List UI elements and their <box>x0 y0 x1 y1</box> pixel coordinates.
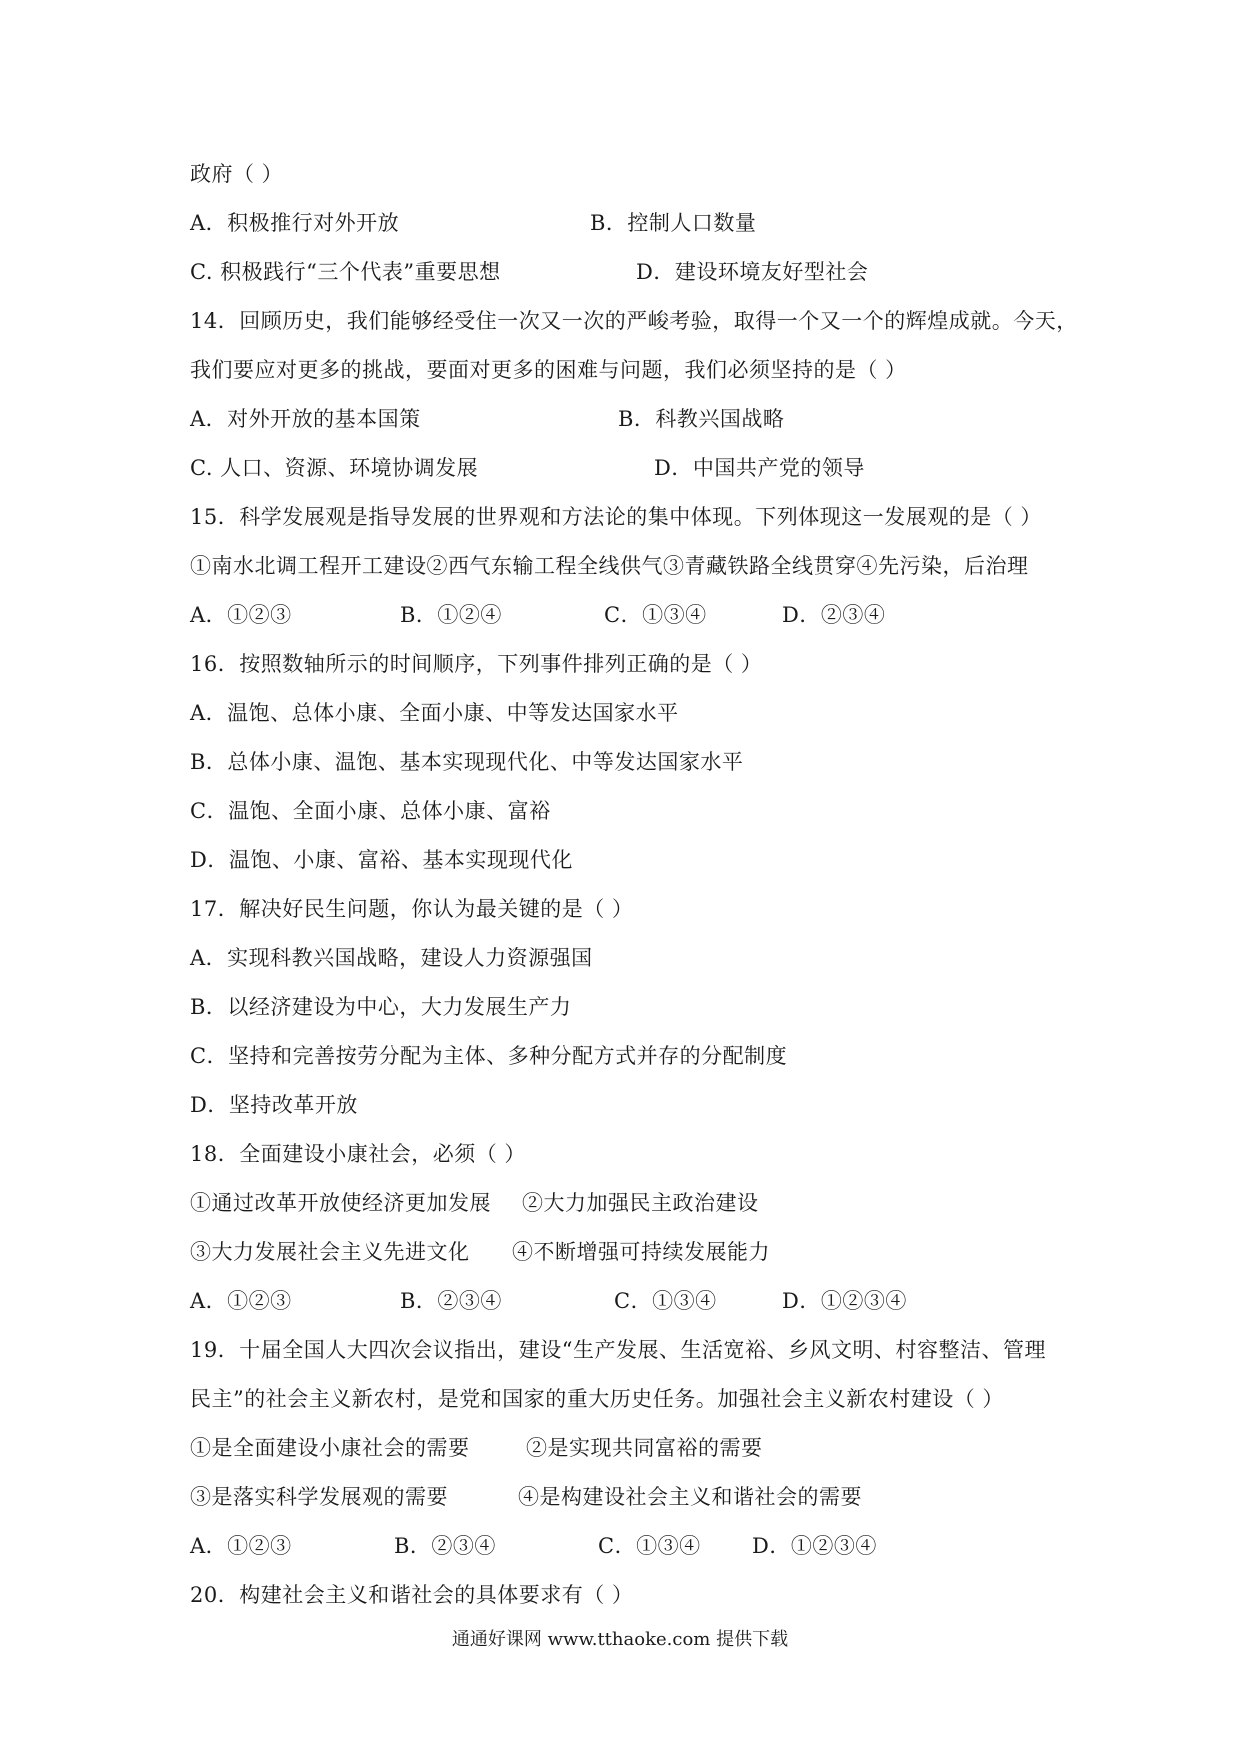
option-18-d: D．①②③④ <box>782 1289 907 1313</box>
option-18-a: A．①②③ <box>190 1289 292 1313</box>
question-19-item-2: ②是实现共同富裕的需要 <box>526 1436 763 1460</box>
option-13-d: D．建设环境友好型社会 <box>636 260 869 284</box>
option-15-a: A．①②③ <box>190 603 292 627</box>
option-13-c: C. 积极践行“三个代表”重要思想 <box>190 260 501 284</box>
page-footer: 通通好课网 www.tthaoke.com 提供下载 <box>451 1629 789 1650</box>
option-14-d: D．中国共产党的领导 <box>654 456 865 480</box>
question-18-item-2: ②大力加强民主政治建设 <box>522 1191 759 1215</box>
question-19-item-1: ①是全面建设小康社会的需要 <box>190 1436 470 1460</box>
question-15-stem: 15．科学发展观是指导发展的世界观和方法论的集中体现。下列体现这一发展观的是（ ） <box>190 505 1042 529</box>
option-16-b: B．总体小康、温饱、基本实现现代化、中等发达国家水平 <box>190 750 744 774</box>
question-18-item-3: ③大力发展社会主义先进文化 <box>190 1240 470 1264</box>
option-17-b: B．以经济建设为中心，大力发展生产力 <box>190 995 572 1019</box>
option-17-a: A．实现科教兴国战略，建设人力资源强国 <box>190 946 593 970</box>
option-19-a: A．①②③ <box>190 1534 292 1558</box>
option-13-a: A．积极推行对外开放 <box>190 211 400 235</box>
question-20-stem: 20．构建社会主义和谐社会的具体要求有（ ） <box>190 1583 634 1607</box>
question-15-items: ①南水北调工程开工建设②西气东输工程全线供气③青藏铁路全线贯穿④先污染，后治理 <box>190 554 1029 578</box>
option-14-c: C. 人口、资源、环境协调发展 <box>190 456 479 480</box>
question-16-stem: 16．按照数轴所示的时间顺序，下列事件排列正确的是（ ） <box>190 652 763 676</box>
question-14-line-1: 14．回顾历史，我们能够经受住一次又一次的严峻考验，取得一个又一个的辉煌成就。今天， <box>190 309 1078 333</box>
option-15-d: D．②③④ <box>782 603 886 627</box>
option-17-d: D．坚持改革开放 <box>190 1093 358 1117</box>
question-19-line-1: 19．十届全国人大四次会议指出，建设“生产发展、生活宽裕、乡风文明、村容整洁、管理 <box>190 1338 1046 1362</box>
question-19-item-3: ③是落实科学发展观的需要 <box>190 1485 448 1509</box>
option-17-c: C．坚持和完善按劳分配为主体、多种分配方式并存的分配制度 <box>190 1044 788 1068</box>
option-14-b: B．科教兴国战略 <box>618 407 785 431</box>
question-18-item-4: ④不断增强可持续发展能力 <box>512 1240 770 1264</box>
option-15-b: B．①②④ <box>400 603 502 627</box>
option-14-a: A．对外开放的基本国策 <box>190 407 421 431</box>
question-18-stem: 18．全面建设小康社会，必须（ ） <box>190 1142 526 1166</box>
option-13-b: B．控制人口数量 <box>590 211 757 235</box>
question-19-item-4: ④是构建设社会主义和谐社会的需要 <box>518 1485 862 1509</box>
question-18-item-1: ①通过改革开放使经济更加发展 <box>190 1191 491 1215</box>
question-14-line-2: 我们要应对更多的挑战，要面对更多的困难与问题，我们必须坚持的是（ ） <box>190 358 907 382</box>
option-15-c: C．①③④ <box>604 603 707 627</box>
option-18-b: B．②③④ <box>400 1289 502 1313</box>
question-19-line-2: 民主”的社会主义新农村，是党和国家的重大历史任务。加强社会主义新农村建设（ ） <box>190 1387 1004 1411</box>
option-18-c: C．①③④ <box>614 1289 717 1313</box>
question-13-stem-end: 政府（ ） <box>190 162 284 186</box>
option-16-a: A．温饱、总体小康、全面小康、中等发达国家水平 <box>190 701 679 725</box>
option-19-c: C．①③④ <box>598 1534 701 1558</box>
question-17-stem: 17．解决好民生问题，你认为最关键的是（ ） <box>190 897 634 921</box>
option-19-d: D．①②③④ <box>752 1534 877 1558</box>
option-19-b: B．②③④ <box>394 1534 496 1558</box>
option-16-d: D．温饱、小康、富裕、基本实现现代化 <box>190 848 573 872</box>
option-16-c: C．温饱、全面小康、总体小康、富裕 <box>190 799 551 823</box>
